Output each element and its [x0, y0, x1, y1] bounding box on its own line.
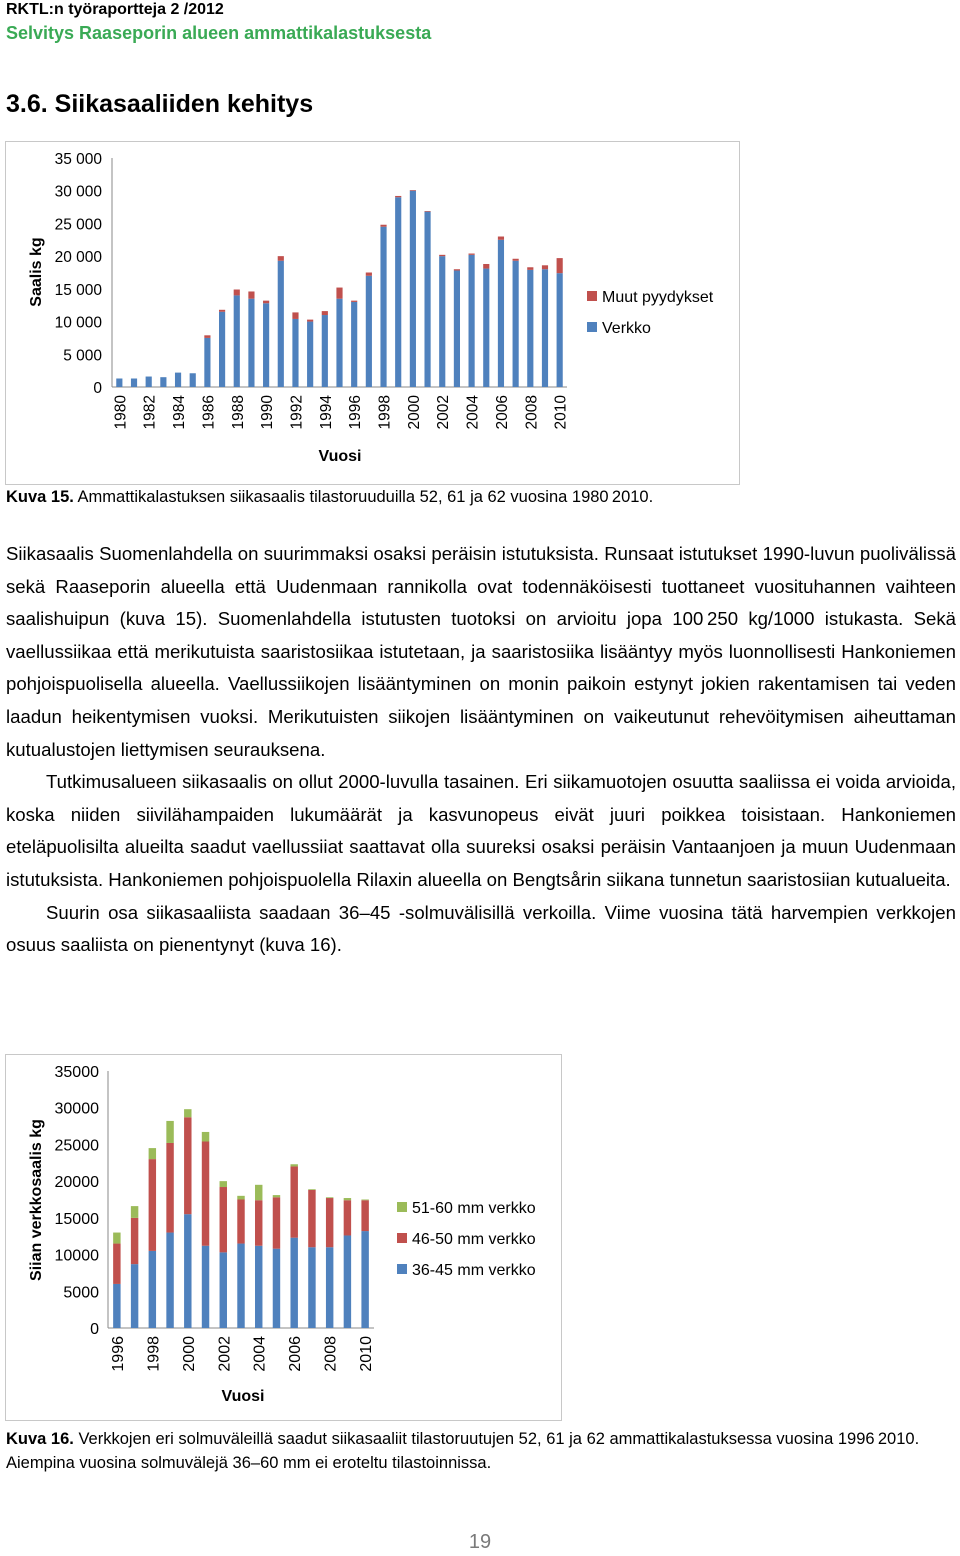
x-tick-label: 1998	[145, 1336, 163, 1372]
x-tick-label: 1998	[376, 395, 394, 430]
x-tick-label: 2006	[493, 395, 511, 430]
bar-51-60-mm-verkko-2002	[220, 1181, 227, 1187]
bar-51-60-mm-verkko-1996	[113, 1233, 120, 1244]
x-tick-label: 2004	[464, 395, 482, 430]
x-axis-title: Vuosi	[221, 1388, 265, 1405]
y-tick-label: 25 000	[54, 216, 102, 234]
x-tick-label: 1988	[229, 395, 247, 430]
y-tick-label: 20 000	[54, 249, 102, 267]
bar-51-60-mm-verkko-2005	[273, 1195, 280, 1197]
x-tick-label: 2010	[358, 1336, 376, 1372]
legend-label: 51-60 mm verkko	[412, 1200, 536, 1217]
bar-46-50-mm-verkko-2005	[273, 1197, 280, 1248]
y-tick-label: 30 000	[54, 183, 102, 201]
y-tick-label: 35000	[54, 1064, 99, 1081]
bar-46-50-mm-verkko-2009	[344, 1200, 351, 1235]
legend-swatch	[397, 1233, 407, 1243]
bar-36-45-mm-verkko-1996	[113, 1284, 120, 1328]
paragraph-3: Suurin osa siikasaaliista saadaan 36–45 -solmuvälisillä verkoilla. Viime vuosina tätä harvempien verkkojen osuus saaliista on pienentynyt (kuva 16).	[6, 901, 956, 956]
legend-swatch	[397, 1202, 407, 1212]
x-tick-label: 1984	[171, 395, 189, 430]
x-tick-label: 2010	[552, 395, 570, 430]
bar-46-50-mm-verkko-2001	[202, 1141, 209, 1245]
x-tick-label: 2000	[180, 1336, 198, 1372]
bar-36-45-mm-verkko-1999	[166, 1233, 173, 1328]
paragraph-2: Tutkimusalueen siikasaalis on ollut 2000-luvulla tasainen. Eri siikamuotojen osuutta saaliissa ei voida arvioida, koska niiden siivilähampaiden lukumäärät ja kasvunopeus eivät juuri poikkea toisistaan. Hankoniemen eteläpuolisilta alueilta saadut vaellussiiat saattavat olla suureksi osaksi peräisin Vantaanjoen ja muun Uudenmaan istutuksista. Hankoniemen pohjoispuolella Rilaxin alueella on Bengtsårin siikana tunnetun saaristosiian kutualueita.	[6, 771, 956, 890]
y-tick-label: 15000	[54, 1210, 99, 1228]
y-tick-label: 30000	[54, 1100, 99, 1118]
bar-36-45-mm-verkko-2005	[273, 1249, 280, 1328]
bar-36-45-mm-verkko-2002	[220, 1252, 227, 1328]
bar-46-50-mm-verkko-2007	[308, 1190, 315, 1247]
bar-46-50-mm-verkko-2003	[237, 1200, 244, 1244]
bar-51-60-mm-verkko-1997	[131, 1206, 138, 1218]
bar-36-45-mm-verkko-2003	[237, 1244, 244, 1328]
figure-15-label: Kuva 15.	[6, 488, 74, 506]
x-tick-label: 2004	[251, 1336, 269, 1372]
bar-51-60-mm-verkko-2000	[184, 1109, 191, 1117]
bar-46-50-mm-verkko-2000	[184, 1117, 191, 1214]
bar-51-60-mm-verkko-2007	[308, 1189, 315, 1190]
y-axis-title: Saalis kg	[28, 237, 45, 307]
figure-16-text: Verkkojen eri solmuväleillä saadut siikasaaliit tilastoruutujen 52, 61 ja 62 ammattikalastuksessa vuosina 1996 2010. Aiempina vuosina solmuvälejä 36–60 mm ei eroteltu tilastoinnissa.	[6, 1430, 920, 1472]
x-tick-label: 2000	[405, 395, 423, 430]
bar-46-50-mm-verkko-1996	[113, 1244, 120, 1284]
bar-46-50-mm-verkko-2006	[290, 1166, 297, 1237]
y-tick-label: 20000	[54, 1174, 99, 1192]
report-series-title: RKTL:n työraportteja 2 /2012	[6, 1, 224, 18]
x-axis-title: Vuosi	[318, 448, 362, 465]
bar-36-45-mm-verkko-2000	[184, 1214, 191, 1328]
legend-label: Verkko	[602, 320, 651, 337]
figure-15-text: Ammattikalastuksen siikasaalis tilastoruuduilla 52, 61 ja 62 vuosina 1980 2010.	[73, 488, 654, 506]
x-tick-label: 2002	[216, 1336, 234, 1372]
bar-36-45-mm-verkko-2009	[344, 1235, 351, 1328]
y-tick-label: 10000	[54, 1247, 99, 1265]
x-tick-label: 1980	[112, 395, 130, 430]
x-tick-label: 2006	[287, 1336, 305, 1372]
x-tick-label: 2008	[523, 395, 541, 430]
y-tick-label: 0	[93, 380, 102, 397]
bar-36-45-mm-verkko-2008	[326, 1247, 333, 1328]
x-tick-label: 1992	[288, 395, 306, 430]
x-tick-label: 2002	[435, 395, 453, 430]
x-tick-label: 1994	[317, 395, 335, 430]
legend-swatch	[397, 1264, 407, 1274]
y-tick-label: 0	[90, 1321, 99, 1338]
paragraph-1: Siikasaalis Suomenlahdella on suurimmaksi osaksi peräisin istutuksista. Runsaat istutukset 1990-luvun puolivälissä sekä Raaseporin alueella että Uudenmaan rannikolla ovat todennäköisesti tuottaneet vuosituhannen vaihteen saalishuipun (kuva 15). Suomenlahdella istutusten tuotoksi on arvioitu jopa 100 250 kg/1000 istukasta. Sekä vaellussiikaa että merikutuista saaristosiikaa istutetaan, ja saaristosiika lisääntyy myös luonnollisesti Hankoniemen pohjoispuolisella alueella. Vaellussiikojen lisääntyminen on monin paikoin estynyt jokien rakentamisen tai veden laadun heikentymisen vuoksi. Merikutuisten siikojen lisääntyminen on vaikeutunut rehevöitymisen aiheuttaman kutualustojen liettymisen seurauksena.	[6, 543, 956, 760]
legend-label: Muut pyydykset	[602, 289, 714, 306]
y-tick-label: 10 000	[54, 314, 102, 332]
x-tick-label: 1990	[259, 395, 277, 430]
bar-36-45-mm-verkko-2007	[308, 1247, 315, 1328]
bar-46-50-mm-verkko-2008	[326, 1198, 333, 1247]
y-tick-label: 5000	[63, 1284, 99, 1302]
bar-46-50-mm-verkko-1998	[149, 1159, 156, 1251]
bar-46-50-mm-verkko-2010	[361, 1200, 368, 1231]
legend-label: 36-45 mm verkko	[412, 1262, 536, 1279]
bar-51-60-mm-verkko-2009	[344, 1198, 351, 1200]
bar-36-45-mm-verkko-2010	[361, 1231, 368, 1328]
bar-51-60-mm-verkko-1999	[166, 1121, 173, 1143]
x-tick-label: 1996	[109, 1336, 127, 1372]
x-tick-label: 1986	[200, 395, 218, 430]
bar-36-45-mm-verkko-1997	[131, 1264, 138, 1328]
bar-51-60-mm-verkko-2001	[202, 1132, 209, 1142]
y-tick-label: 5 000	[63, 347, 102, 365]
bar-46-50-mm-verkko-2004	[255, 1200, 262, 1246]
bar-51-60-mm-verkko-2003	[237, 1196, 244, 1200]
section-heading: 3.6. Siikasaaliiden kehitys	[6, 90, 314, 118]
y-axis-title: Siian verkkosaalis kg	[28, 1119, 45, 1281]
figure-16-label: Kuva 16.	[6, 1430, 74, 1448]
y-tick-label: 35 000	[54, 151, 102, 168]
bar-46-50-mm-verkko-1999	[166, 1143, 173, 1233]
bar-51-60-mm-verkko-2004	[255, 1185, 262, 1200]
bar-36-45-mm-verkko-2004	[255, 1246, 262, 1328]
x-tick-label: 1996	[347, 395, 365, 430]
bar-51-60-mm-verkko-2006	[290, 1164, 297, 1166]
y-tick-label: 25000	[54, 1137, 99, 1155]
y-tick-label: 15 000	[54, 281, 102, 299]
page-number: 19	[468, 1531, 492, 1553]
bar-36-45-mm-verkko-2006	[290, 1238, 297, 1328]
legend-label: 46-50 mm verkko	[412, 1231, 536, 1248]
bar-36-45-mm-verkko-1998	[149, 1251, 156, 1328]
figure-16-caption	[6, 1427, 956, 1475]
bar-51-60-mm-verkko-2008	[326, 1197, 333, 1198]
x-tick-label: 2008	[322, 1336, 340, 1372]
report-subtitle: Selvitys Raaseporin alueen ammattikalastuksesta	[6, 23, 432, 43]
bar-46-50-mm-verkko-2002	[220, 1187, 227, 1252]
bar-51-60-mm-verkko-2010	[361, 1200, 368, 1201]
x-tick-label: 1982	[141, 395, 159, 430]
bar-46-50-mm-verkko-1997	[131, 1218, 138, 1264]
bar-36-45-mm-verkko-2001	[202, 1246, 209, 1328]
bar-51-60-mm-verkko-1998	[149, 1148, 156, 1159]
